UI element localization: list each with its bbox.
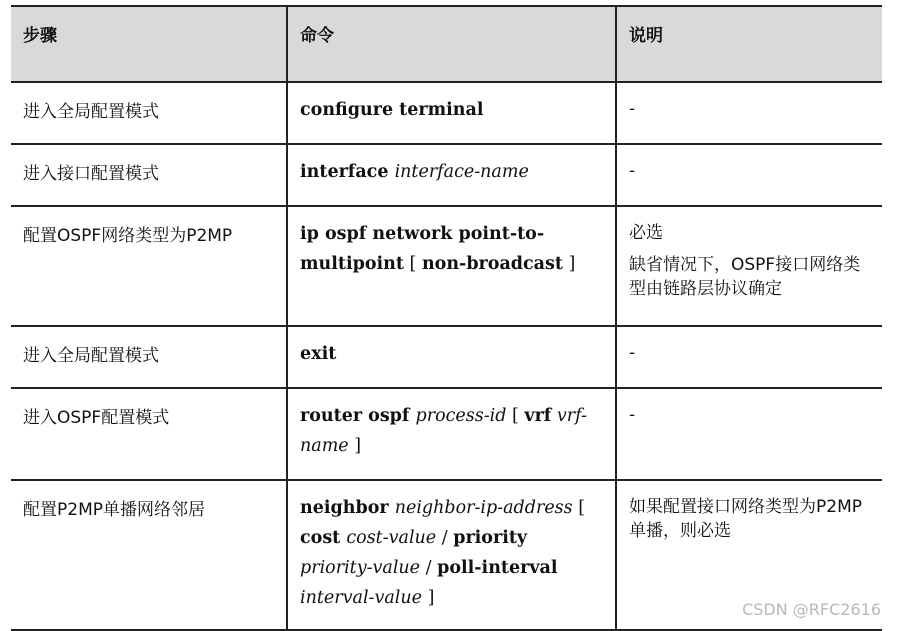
table-row xyxy=(11,82,882,144)
command-parameter: cost-value xyxy=(346,528,437,548)
command-keyword: router ospf xyxy=(300,406,416,426)
command-syntax: [ xyxy=(572,498,586,518)
watermark: CSDN @RFC2616 xyxy=(742,600,881,619)
step-cell: 进入全局配置模式 xyxy=(11,326,287,388)
step-cell: 配置P2MP单播网络邻居 xyxy=(11,480,287,630)
command-keyword: poll-interval xyxy=(437,558,558,578)
command-cell xyxy=(287,144,616,206)
command-syntax: ] xyxy=(562,254,576,274)
command-keyword: configure terminal xyxy=(300,100,484,120)
table-row xyxy=(11,206,882,326)
table-row xyxy=(11,388,882,480)
description-text: 如果配置接口网络类型为P2MP单播，则必选 xyxy=(629,497,862,541)
command-parameter: priority-value xyxy=(300,558,421,578)
table-row xyxy=(11,326,882,388)
command-syntax: ] xyxy=(422,588,435,608)
step-cell: 进入OSPF配置模式 xyxy=(11,388,287,480)
description-text: - xyxy=(629,99,636,119)
description-cell xyxy=(616,388,882,480)
description-cell xyxy=(616,326,882,388)
command-parameter: vrf-name xyxy=(300,406,587,456)
command-syntax: / xyxy=(420,558,438,578)
description-text: - xyxy=(629,343,636,363)
description-cell xyxy=(616,206,882,326)
table-body xyxy=(11,82,882,630)
description-cell xyxy=(616,82,882,144)
command-cell xyxy=(287,206,616,326)
command-cell xyxy=(287,388,616,480)
command-keyword: exit xyxy=(300,344,337,364)
command-syntax: / xyxy=(436,528,454,548)
command-syntax: [ xyxy=(506,406,525,426)
header-step: 步骤 xyxy=(11,6,287,82)
description-cell xyxy=(616,144,882,206)
command-parameter: interface-name xyxy=(394,162,529,182)
command-parameter: interval-value xyxy=(300,588,422,608)
command-keyword: neighbor xyxy=(300,498,395,518)
command-keyword: vrf xyxy=(524,406,552,426)
command-keyword: ip ospf network point-to-multipoint xyxy=(300,224,545,274)
config-steps-table-wrapper xyxy=(11,5,882,631)
step-cell: 进入接口配置模式 xyxy=(11,144,287,206)
step-cell: 进入全局配置模式 xyxy=(11,82,287,144)
description-text: 必选 xyxy=(629,223,663,243)
header-command: 命令 xyxy=(287,6,616,82)
command-syntax: ] xyxy=(348,436,362,456)
config-steps-table xyxy=(11,5,882,631)
command-syntax: [ xyxy=(403,254,422,274)
command-keyword: interface xyxy=(300,162,395,182)
table-row xyxy=(11,144,882,206)
command-cell xyxy=(287,326,616,388)
step-cell: 配置OSPF网络类型为P2MP xyxy=(11,206,287,326)
command-parameter: process-id xyxy=(415,406,507,426)
command-cell xyxy=(287,82,616,144)
command-keyword: cost xyxy=(300,528,347,548)
command-cell xyxy=(287,480,616,630)
command-keyword: non-broadcast xyxy=(421,254,563,274)
description-text: - xyxy=(629,405,636,425)
table-header-row xyxy=(11,6,882,82)
description-text: - xyxy=(629,161,636,181)
command-parameter: neighbor-ip-address xyxy=(394,498,573,518)
header-description: 说明 xyxy=(616,6,882,82)
command-keyword: priority xyxy=(453,528,528,548)
description-text: 缺省情况下，OSPF接口网络类型由链路层协议确定 xyxy=(629,255,861,299)
